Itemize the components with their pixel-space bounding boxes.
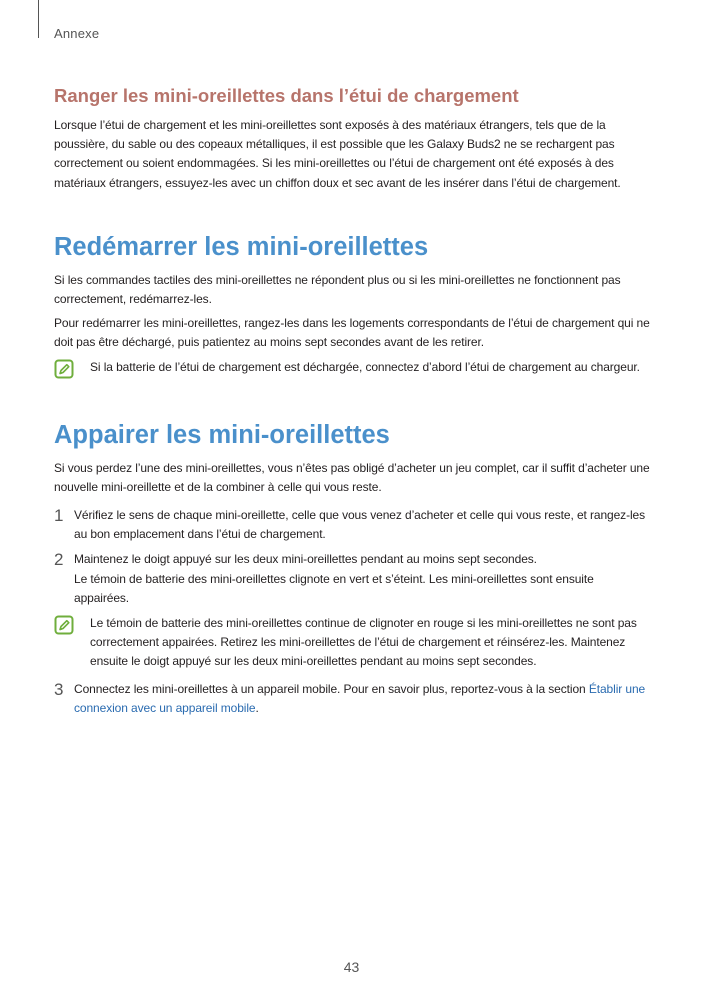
- step-text: [74, 680, 650, 718]
- step-2: [54, 550, 650, 608]
- pair-note-text: Le témoin de batterie des mini-oreillettes continue de clignoter en rouge si les mini-oreillettes ne sont pas correctement appairées. Retirez les mini-oreillettes de l’étui de chargement et réinsérez-les. Maintenez ensuite le doigt appuyé sur les deux mini-oreillettes pendant au moins sept secondes.: [90, 616, 637, 669]
- note-pencil-icon: [54, 359, 74, 379]
- restart-note-text: Si la batterie de l’étui de chargement est déchargée, connectez d’abord l’étui de chargement au chargeur.: [90, 359, 640, 374]
- step-3: [54, 680, 650, 718]
- step-number: 1: [54, 506, 64, 526]
- pair-note: [54, 614, 650, 672]
- step-text-before-link: Connectez les mini-oreillettes à un appareil mobile. Pour en savoir plus, reportez-vous à la section: [74, 681, 589, 696]
- section-label: Annexe: [54, 26, 100, 41]
- restart-paragraph-2: Pour redémarrer les mini-oreillettes, rangez-les dans les logements correspondants de l’étui de chargement qui ne doit pas être déchargé, puis patientez au moins sept secondes avant de les retirer.: [54, 316, 650, 350]
- pair-title: Appairer les mini-oreillettes: [54, 420, 390, 449]
- step-number: 2: [54, 550, 64, 570]
- restart-note: [54, 358, 650, 379]
- restart-title: Redémarrer les mini-oreillettes: [54, 232, 429, 261]
- step-number: 3: [54, 679, 64, 699]
- pair-paragraph: Si vous perdez l’une des mini-oreillettes, vous n’êtes pas obligé d’acheter un jeu complet, car il suffit d’acheter une nouvelle mini-oreillette et de la combiner à celle qui vous reste.: [54, 460, 650, 494]
- store-title: Ranger les mini-oreillettes dans l’étui de chargement: [54, 85, 519, 106]
- page-number: 43: [343, 959, 360, 975]
- step-text: Vérifiez le sens de chaque mini-oreillette, celle que vous venez d’acheter et celle qui vous reste, et rangez-les au bon emplacement dans l’étui de chargement.: [74, 508, 646, 542]
- step-text: Maintenez le doigt appuyé sur les deux mini-oreillettes pendant au moins sept secondes.: [74, 552, 537, 567]
- header-rule: [38, 0, 39, 38]
- step-detail: Le témoin de batterie des mini-oreillettes clignote en vert et s’éteint. Les mini-oreillettes sont ensuite appairées.: [74, 571, 594, 605]
- store-paragraph: Lorsque l’étui de chargement et les mini-oreillettes sont exposés à des matériaux étrangers, tels que de la poussière, du sable ou des copeaux métalliques, il est possible que les Galaxy Buds2 ne se rechargent pas correctement ou soient endommagées. Si les mini-oreillettes ou l’étui de chargement ont été exposés à des matériaux étrangers, essuyez-les avec un chiffon doux et sec avant de les insérer dans l’étui de chargement.: [54, 118, 621, 190]
- page-content: [54, 84, 650, 723]
- restart-paragraph-1: Si les commandes tactiles des mini-oreillettes ne répondent plus ou si les mini-oreillettes ne fonctionnent pas correctement, redémarrez-les.: [54, 272, 621, 307]
- step-1: [54, 506, 650, 544]
- step-text-after-link: .: [255, 700, 259, 715]
- connection-section-link[interactable]: Établir une connexion avec un appareil mobile: [74, 681, 646, 715]
- note-pencil-icon: [54, 615, 74, 635]
